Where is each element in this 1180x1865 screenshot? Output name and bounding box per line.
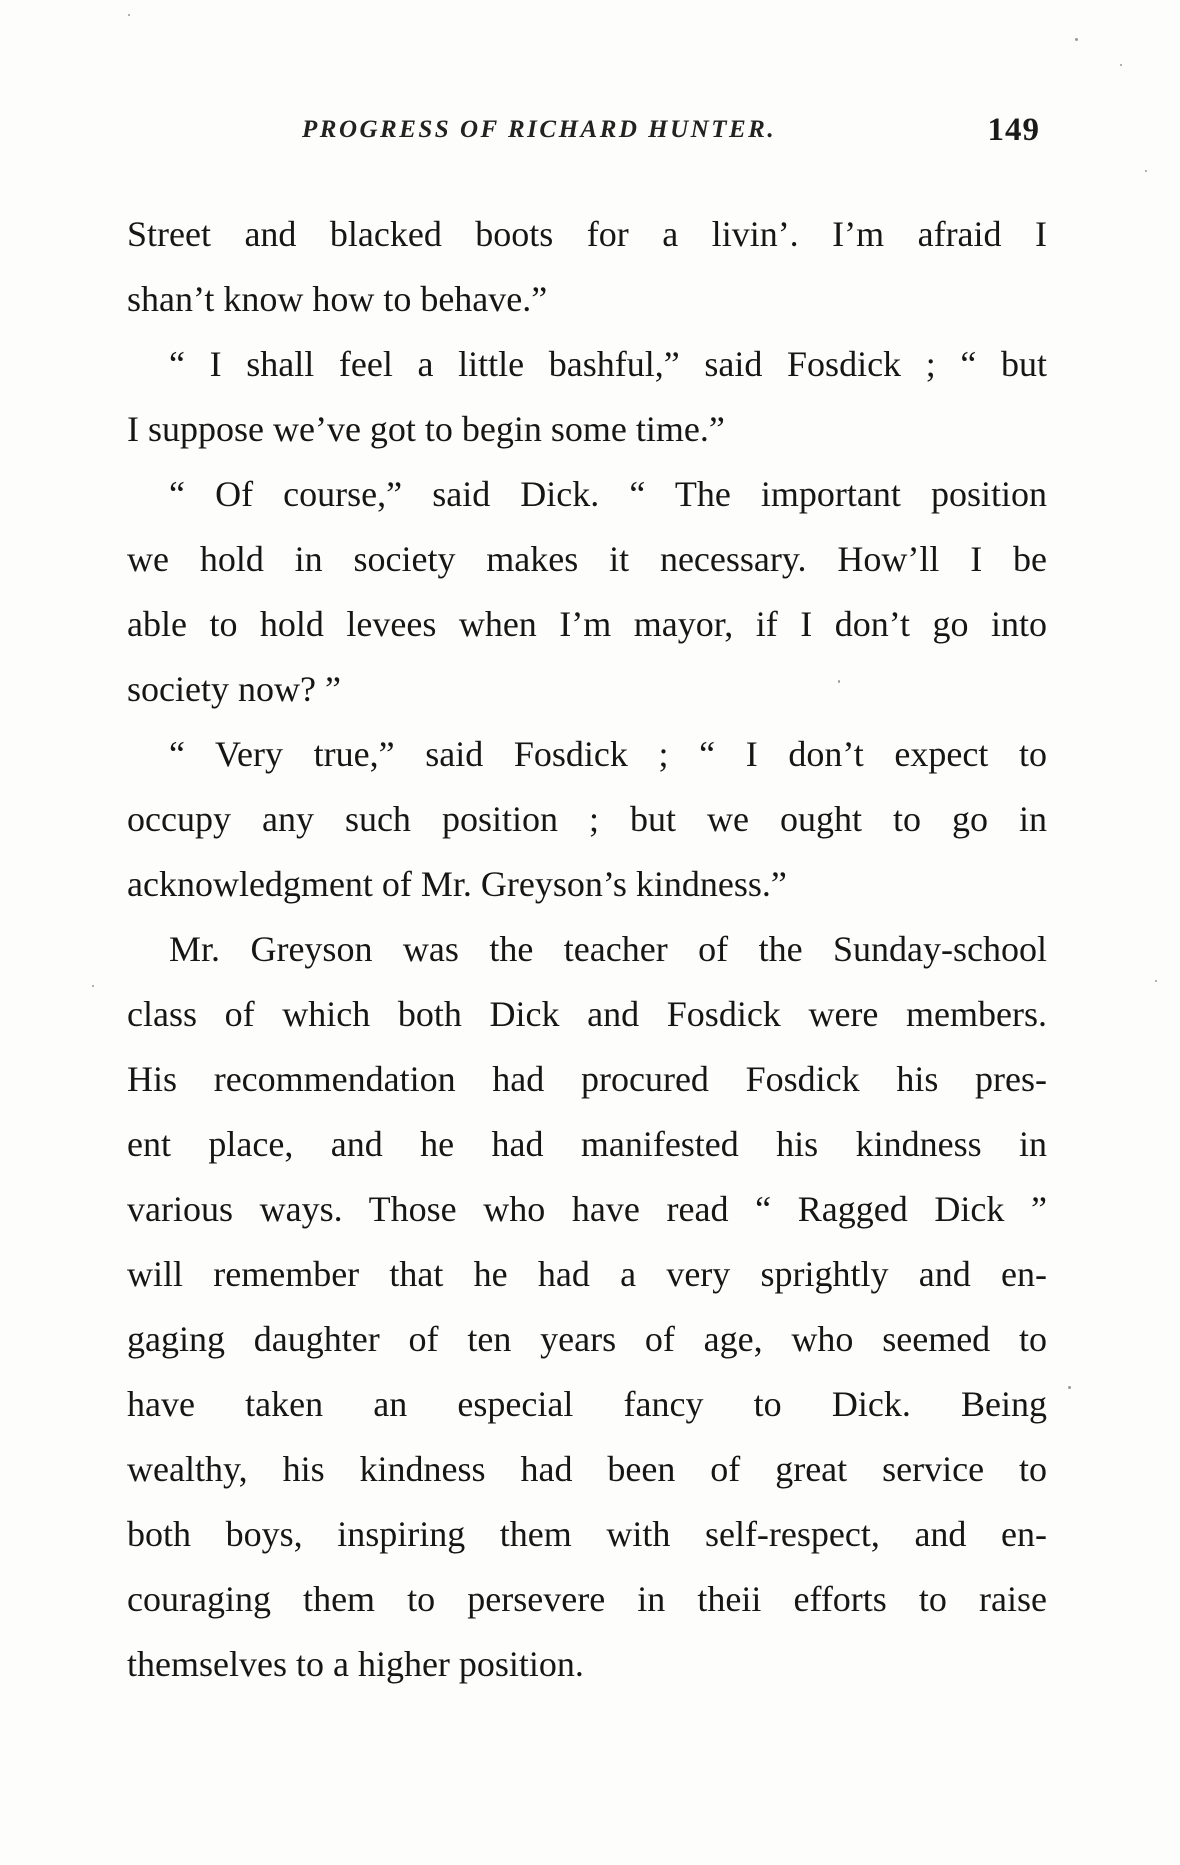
text-line: Street and blacked boots for a livin’. I’m afraid I [127,214,1047,254]
text-line: able to hold levees when I’m mayor, if I don’t go into [127,604,1047,644]
paper-speck [838,680,840,683]
paper-speck [1120,64,1122,66]
text-line: themselves to a higher position. [127,1644,584,1684]
paper-speck [92,985,94,987]
text-line: wealthy, his kindness had been of great service to [127,1449,1047,1489]
body-text [127,202,1047,1697]
text-line: ent place, and he had manifested his kindness in [127,1124,1047,1164]
text-line: “ Of course,” said Dick. “ The important position [169,474,1047,514]
paper-speck [1075,38,1078,41]
text-line: we hold in society makes it necessary. How’ll I be [127,539,1047,579]
text-line: gaging daughter of ten years of age, who seemed to [127,1319,1047,1359]
text-line: His recommendation had procured Fosdick his pres- [127,1059,1047,1099]
text-line: will remember that he had a very sprightly and en- [127,1254,1047,1294]
text-line: various ways. Those who have read “ Ragged Dick ” [127,1189,1047,1229]
text-line: couraging them to persevere in theii efforts to raise [127,1579,1047,1619]
text-line: have taken an especial fancy to Dick. Being [127,1384,1047,1424]
text-line: occupy any such position ; but we ought to go in [127,799,1047,839]
text-line: class of which both Dick and Fosdick were members. [127,994,1047,1034]
paper-speck [1068,1386,1071,1389]
text-line: society now? ” [127,669,341,709]
text-line: Mr. Greyson was the teacher of the Sunday-school [169,929,1047,969]
text-line: I suppose we’ve got to begin some time.” [127,409,725,449]
page-number: 149 [987,112,1040,148]
paper-speck [1145,170,1147,172]
running-title: PROGRESS OF RICHARD HUNTER. [302,116,777,143]
text-line: acknowledgment of Mr. Greyson’s kindness.” [127,864,787,904]
text-line: “ I shall feel a little bashful,” said Fosdick ; “ but [169,344,1047,384]
text-line: “ Very true,” said Fosdick ; “ I don’t expect to [169,734,1047,774]
text-line: shan’t know how to behave.” [127,279,548,319]
paper-speck [1155,980,1157,982]
page-header [302,112,1040,160]
text-line: both boys, inspiring them with self-respect, and en- [127,1514,1047,1554]
paper-speck [128,14,130,16]
